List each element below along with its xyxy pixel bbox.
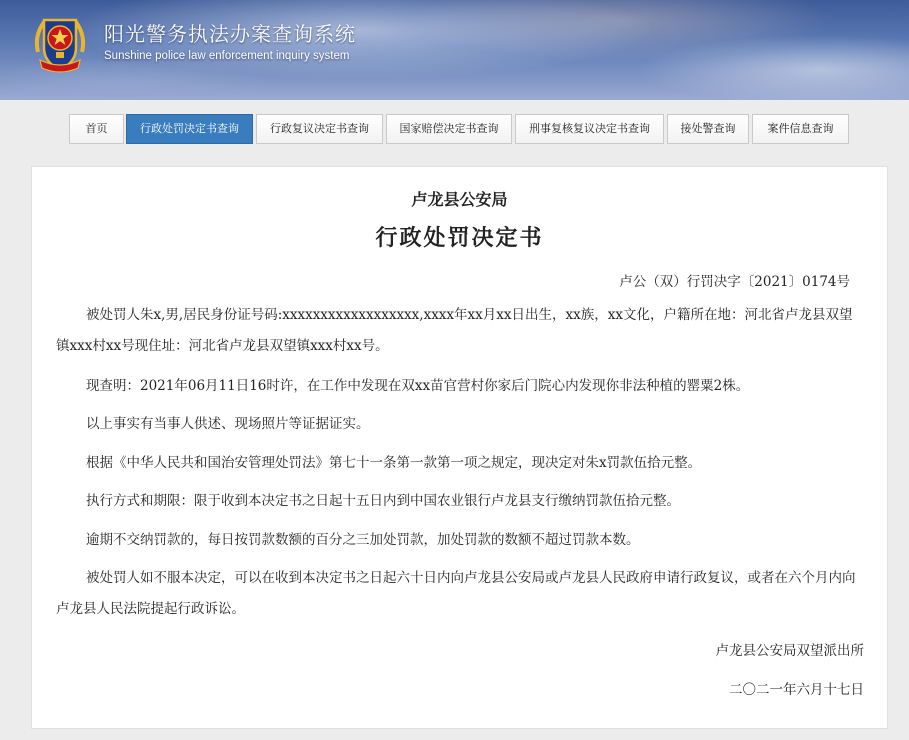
tab-police-call-query[interactable]: 接处警查询 <box>667 114 749 144</box>
paragraph-evidence: 以上事实有当事人供述、现场照片等证据证实。 <box>86 416 370 432</box>
issuing-agency: 卢龙县公安局 <box>411 190 508 209</box>
header-banner <box>0 0 909 100</box>
tab-criminal-review-query[interactable]: 刑事复核复议决定书查询 <box>515 114 664 144</box>
paragraph-appeal-rights: 被处罚人如不服本决定，可以在收到本决定书之日起六十日内向卢龙县公安局或卢龙县人民政府申请行政复议，或者在六个月内向卢龙县人民法院提起行政诉讼。 <box>56 570 856 617</box>
tab-admin-penalty-query[interactable]: 行政处罚决定书查询 <box>126 114 253 144</box>
signing-unit: 卢龙县公安局双望派出所 <box>715 643 864 659</box>
document-number: 卢公（双）行罚决字〔2021〕0174号 <box>619 274 850 290</box>
paragraph-party-info: 被处罚人朱x,男,居民身份证号码:xxxxxxxxxxxxxxxxxx,xxxx年xx月xx日出生，xx族，xx文化，户籍所在地：河北省卢龙县双望镇xxx村xx号现住址：河北省卢龙县双望镇xxx村xx号。 <box>56 307 853 354</box>
main-nav <box>0 114 909 144</box>
document-title: 行政处罚决定书 <box>375 225 544 251</box>
system-subtitle: Sunshine police law enforcement inquiry system <box>104 50 350 62</box>
tab-state-compensation-query[interactable]: 国家赔偿决定书查询 <box>386 114 512 144</box>
decision-document <box>31 166 888 729</box>
tab-home[interactable]: 首页 <box>69 114 124 144</box>
system-title: 阳光警务执法办案查询系统 <box>104 22 356 46</box>
tab-admin-review-query[interactable]: 行政复议决定书查询 <box>256 114 383 144</box>
paragraph-late-penalty: 逾期不交纳罚款的，每日按罚款数额的百分之三加处罚款，加处罚款的数额不超过罚款本数。 <box>86 532 640 548</box>
paragraph-facts: 现查明：2021年06月11日16时许，在工作中发现在双xx苗官营村你家后门院心内发现你非法种植的罂粟2株。 <box>86 378 750 394</box>
paragraph-execution: 执行方式和期限：限于收到本决定书之日起十五日内到中国农业银行卢龙县支行缴纳罚款伍拾元整。 <box>86 493 680 509</box>
police-emblem-icon <box>30 12 90 76</box>
paragraph-legal-basis: 根据《中华人民共和国治安管理处罚法》第七十一条第一款第一项之规定，现决定对朱x罚款伍拾元整。 <box>86 455 702 471</box>
tab-case-info-query[interactable]: 案件信息查询 <box>752 114 849 144</box>
document-date: 二〇二一年六月十七日 <box>729 682 864 698</box>
